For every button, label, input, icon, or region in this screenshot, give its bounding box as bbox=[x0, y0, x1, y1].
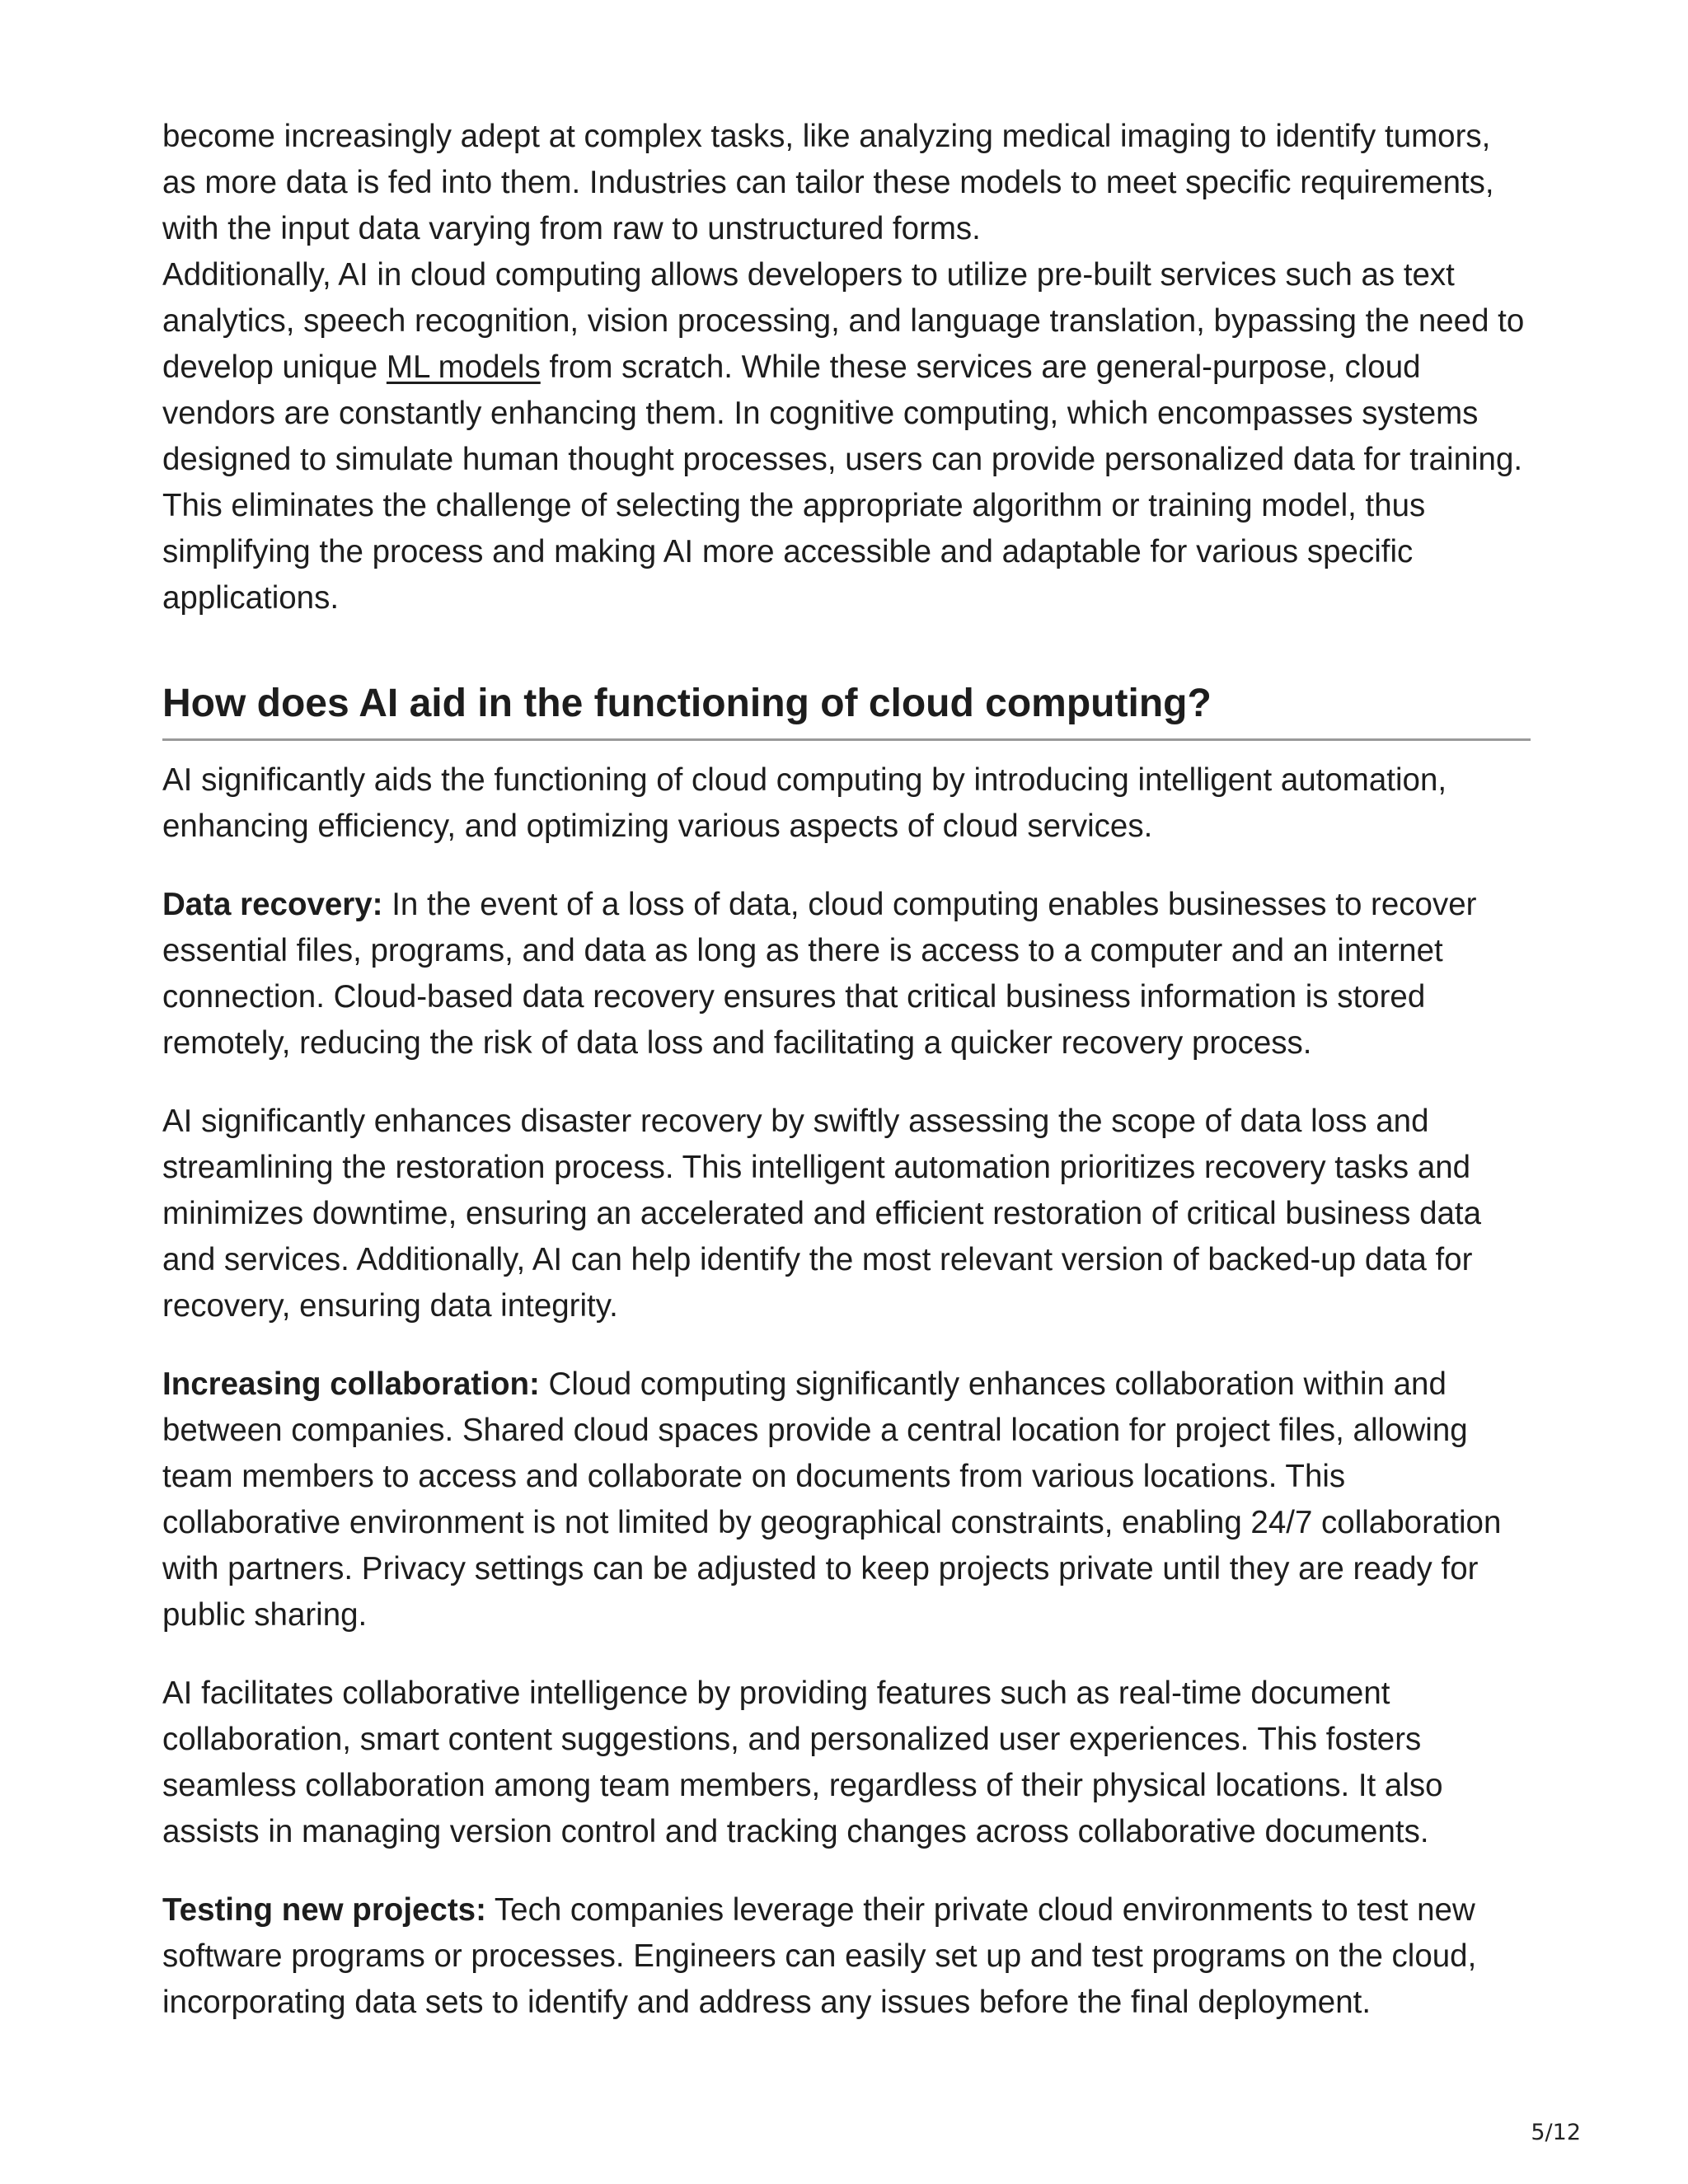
testing-lead: Testing new projects: bbox=[162, 1892, 486, 1928]
collaboration-paragraph bbox=[162, 1361, 1531, 1638]
collaboration-ai-paragraph: AI facilitates collaborative intelligence by providing features such as real-time document collaboration, smart content suggestions, and personalized user experiences. This fosters seamless collaboration among team members, regardless of their physical locations. It also assists in managing version control and tracking changes across collaborative documents. bbox=[162, 1675, 1443, 1849]
intro-paragraph-2-text-after: from scratch. While these services are general-purpose, cloud vendors are constantly enhancing them. In cognitive computing, which encompasses systems designed to simulate human thought processes, users can provide personalized data for training. This eliminates the challenge of selecting the appropriate algorithm or training model, thus simplifying the process and making AI more accessible and adaptable for various specific applications. bbox=[162, 349, 1523, 616]
data-recovery-text: In the event of a loss of data, cloud computing enables businesses to recover essential files, programs, and data as long as there is access to a computer and an internet connection. Cloud-based data recovery ensures that critical business information is stored remotely, reducing the risk of data loss and facilitating a quicker recovery process. bbox=[162, 887, 1477, 1061]
ml-models-link[interactable]: ML models bbox=[386, 349, 541, 385]
data-recovery-ai-paragraph: AI significantly enhances disaster recovery by swiftly assessing the scope of data loss and streamlining the restoration process. This intelligent automation prioritizes recovery tasks and minimizes downtime, ensuring an accelerated and efficient restoration of critical business data and services. Additionally, AI can help identify the most relevant version of backed-up data for recovery, ensuring data integrity. bbox=[162, 1104, 1482, 1324]
testing-text: Tech companies leverage their private cloud environments to test new software programs or processes. Engineers can easily set up and test programs on the cloud, incorporating data sets to identify and address any issues before the final deployment. bbox=[162, 1892, 1477, 2020]
data-recovery-paragraph bbox=[162, 882, 1531, 1066]
testing-paragraph bbox=[162, 1887, 1531, 2026]
data-recovery-lead: Data recovery: bbox=[162, 887, 383, 922]
section-heading: How does AI aid in the functioning of cloud computing? bbox=[162, 679, 1531, 741]
article-body bbox=[162, 114, 1531, 2026]
intro-paragraph-2-text-before: Additionally, AI in cloud computing allows developers to utilize pre-built services such as text analytics, speech recognition, vision processing, and language translation, bypassing the need to develop unique bbox=[162, 257, 1525, 385]
collaboration-lead: Increasing collaboration: bbox=[162, 1366, 540, 1402]
collaboration-text: Cloud computing significantly enhances collaboration within and between companies. Shared cloud spaces provide a central location for project files, allowing team members to access and collaborate on documents from various locations. This collaborative environment is not limited by geographical constraints, enabling 24/7 collaboration with partners. Privacy settings can be adjusted to keep projects private until they are ready for public sharing. bbox=[162, 1366, 1502, 1633]
section-intro-paragraph: AI significantly aids the functioning of cloud computing by introducing intelligent automation, enhancing efficiency, and optimizing various aspects of cloud services. bbox=[162, 762, 1447, 844]
page-number: 5/12 bbox=[1531, 2120, 1581, 2145]
intro-paragraph-1: become increasingly adept at complex tasks, like analyzing medical imaging to identify tumors, as more data is fed into them. Industries can tailor these models to meet specific requirements, with the input data varying from raw to unstructured forms. bbox=[162, 119, 1494, 246]
intro-paragraph-2 bbox=[162, 252, 1531, 621]
